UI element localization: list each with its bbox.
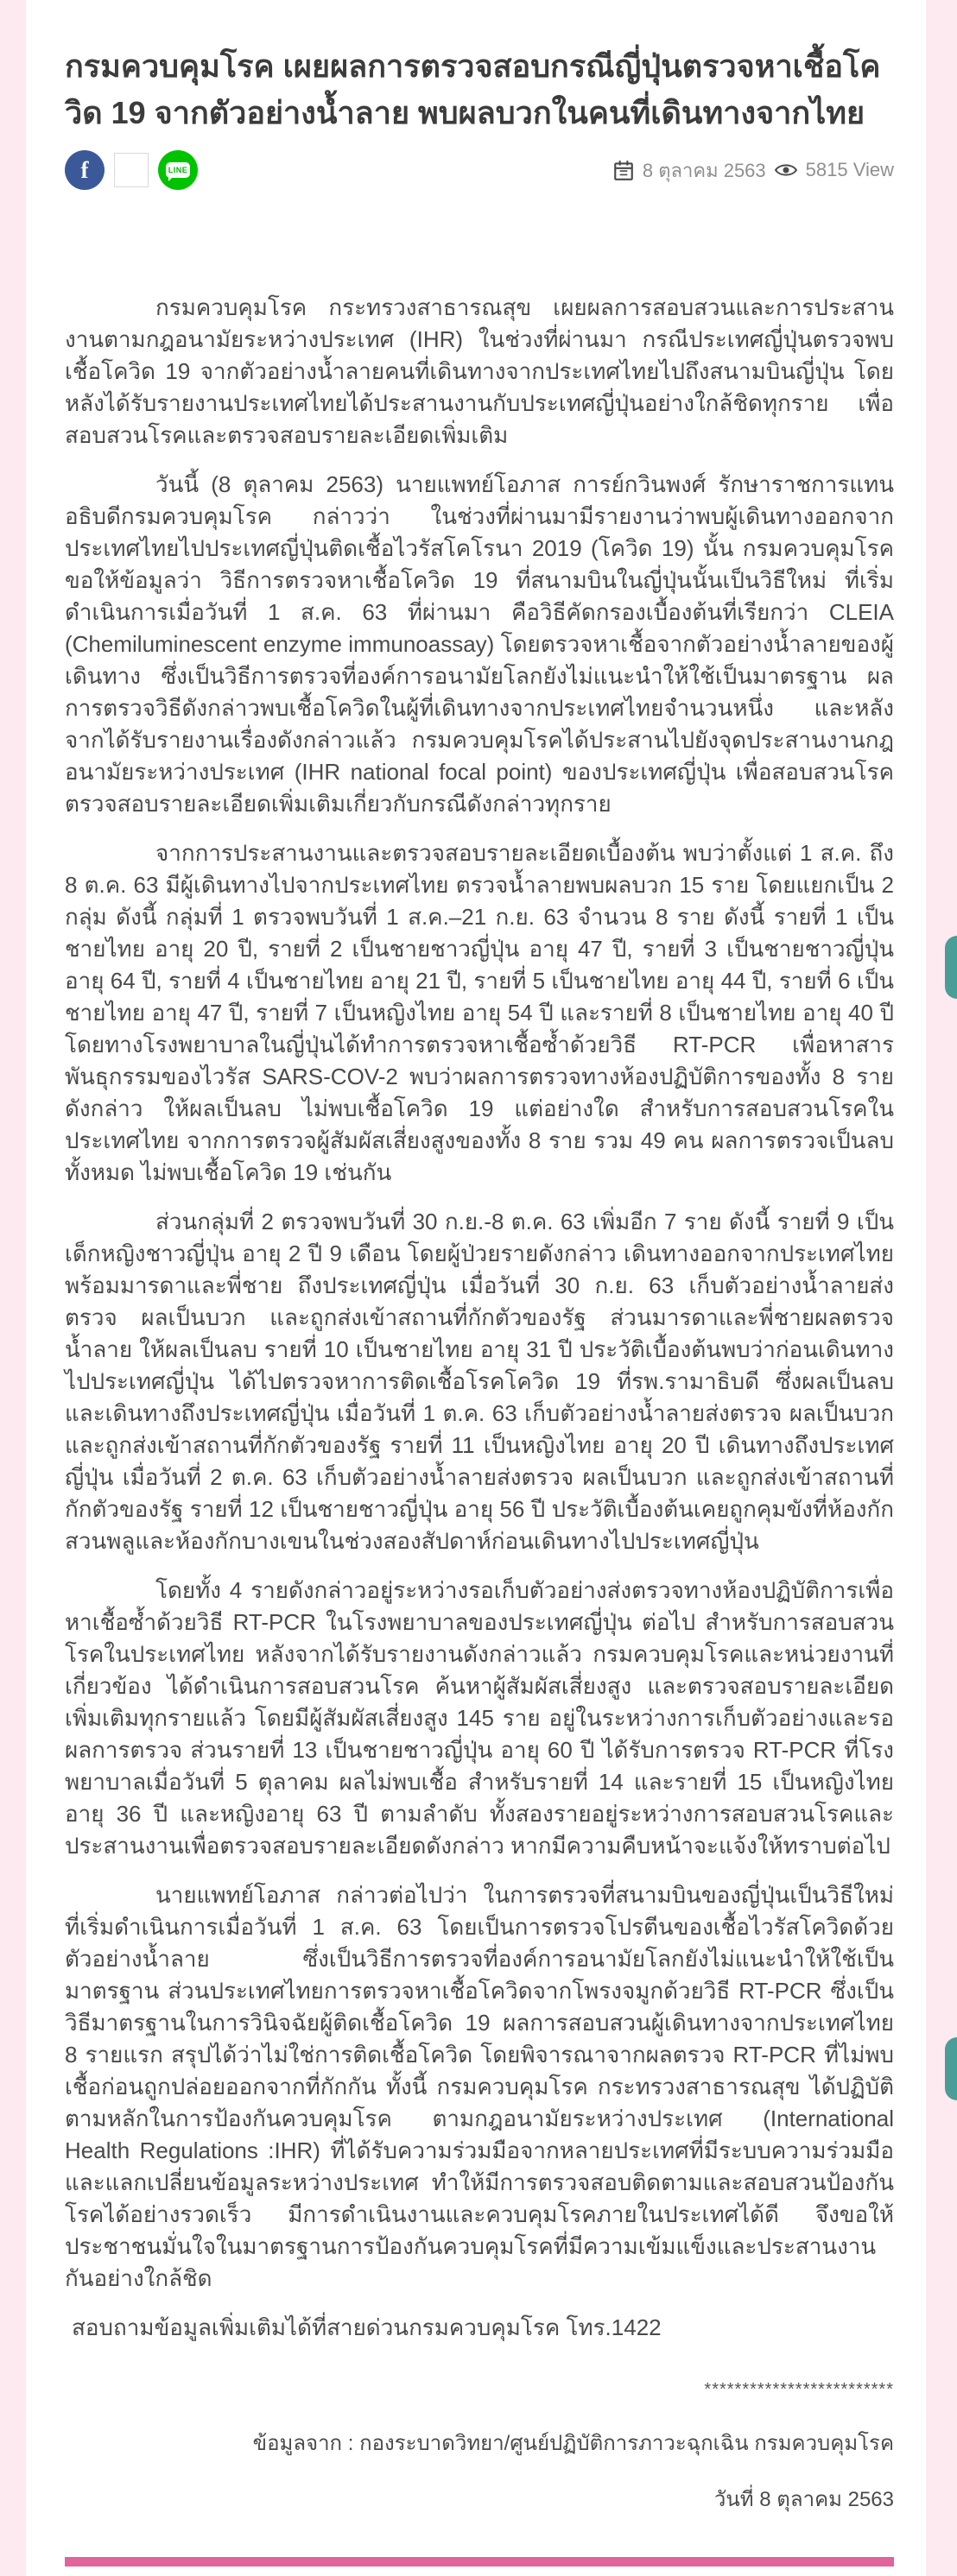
line-share-button[interactable] bbox=[158, 150, 198, 190]
article-paragraph: โดยทั้ง 4 รายดังกล่าวอยู่ระหว่างรอเก็บตัวอย่างส่งตรวจทางห้องปฏิบัติการเพื่อหาเชื้อซ้ำด้วยวิธี RT-PCR ในโรงพยาบาลของประเทศญี่ปุ่น ต่อไป สำหรับการสอบสวนโรคในประเทศไทย หลังจากได้รับรายงานดังกล่าวแล้ว กรมควบคุมโรคและหน่วยงานที่เกี่ยวข้อง ได้ดำเนินการสอบสวนโรค ค้นหาผู้สัมผัสเสี่ยงสูง และตรวจสอบรายละเอียดเพิ่มเติมทุกรายแล้ว โดยมีผู้สัมผัสเสี่ยงสูง 145 ราย อยู่ในระหว่างการเก็บตัวอย่างและรอผลการตรวจ ส่วนรายที่ 13 เป็นชายชาวญี่ปุ่น อายุ 60 ปี ได้รับการตรวจ RT-PCR ที่โรงพยาบาลเมื่อวันที่ 5 ตุลาคม ผลไม่พบเชื้อ สำหรับรายที่ 14 และรายที่ 15 เป็นหญิงไทย อายุ 36 ปี และหญิงอายุ 63 ปี ตามลำดับ ทั้งสองรายอยู่ระหว่างการสอบสวนโรคและประสานงานเพื่อตรวจสอบรายละเอียดดังกล่าว หากมีความคืบหน้าจะแจ้งให้ทราบต่อไป bbox=[65, 1577, 894, 1859]
line-bubble-tail bbox=[168, 176, 174, 181]
article-paragraph: วันนี้ (8 ตุลาคม 2563) นายแพทย์โอภาส การย์กวินพงศ์ รักษาราชการแทนอธิบดีกรมควบคุมโรค กล่าวว่า ในช่วงที่ผ่านมามีรายงานว่าพบผู้เดินทางออกจากประเทศไทยไปประเทศญี่ปุ่นติดเชื้อไวรัสโคโรนา 2019 (โควิด 19) นั้น กรมควบคุมโรค ขอให้ข้อมูลว่า วิธีการตรวจหาเชื้อโควิด 19 ที่สนามบินในญี่ปุ่นนั้นเป็นวิธีใหม่ ที่เริ่มดำเนินการเมื่อวันที่ 1 ส.ค. 63 ที่ผ่านมา คือวิธีคัดกรองเบื้องต้นที่เรียกว่า CLEIA (Chemiluminescent enzyme immunoassay) โดยตรวจหาเชื้อจากตัวอย่างน้ำลายของผู้เดินทาง ซึ่งเป็นวิธีการตรวจที่องค์การอนามัยโลกยังไม่แนะนำให้ใช้เป็นมาตรฐาน ผลการตรวจวิธีดังกล่าวพบเชื้อโควิดในผู้ที่เดินทางจากประเทศไทยจำนวนหนึ่ง และหลังจากได้รับรายงานเรื่องดังกล่าวแล้ว กรมควบคุมโรคได้ประสานไปยังจุดประสานงานกฎอนามัยระหว่างประเทศ (IHR national focal point) ของประเทศญี่ปุ่น เพื่อสอบสวนโรค ตรวจสอบรายละเอียดเพิ่มเติมเกี่ยวกับกรณีดังกล่าวทุกราย bbox=[65, 471, 894, 817]
hotline-line: สอบถามข้อมูลเพิ่มเติมได้ที่สายด่วนกรมควบคุมโรค โทร.1422 bbox=[72, 2314, 662, 2340]
article-paragraph: นายแพทย์โอภาส กล่าวต่อไปว่า ในการตรวจที่สนามบินของญี่ปุ่นเป็นวิธีใหม่ ที่เริ่มดำเนินการเมื่อวันที่ 1 ส.ค. 63 โดยเป็นการตรวจโปรตีนของเชื้อไวรัสโควิดด้วยตัวอย่างน้ำลาย ซึ่งเป็นวิธีการตรวจที่องค์การอนามัยโลกยังไม่แนะนำให้ใช้เป็นมาตรฐาน ส่วนประเทศไทยการตรวจหาเชื้อโควิดจากโพรงจมูกด้วยวิธี RT-PCR ซึ่งเป็นวิธีมาตรฐานในการวินิจฉัยผู้ติดเชื้อโควิด 19 ผลการสอบสวนผู้เดินทางจากประเทศไทย 8 รายแรก สรุปได้ว่าไม่ใช่การติดเชื้อโควิด โดยพิจารณาจากผลตรวจ RT-PCR ที่ไม่พบเชื้อก่อนถูกปล่อยออกจากที่กักกัน ทั้งนี้ กรมควบคุมโรค กระทรวงสาธารณสุข ได้ปฏิบัติตามหลักในการป้องกันควบคุมโรค ตามกฎอนามัยระหว่างประเทศ (International Health Regulations :IHR) ที่ได้รับความร่วมมือจากหลายประเทศที่มีระบบความร่วมมือและแลกเปลี่ยนข้อมูลระหว่างประเทศ ทำให้มีการตรวจสอบติดตามและสอบสวนป้องกันโรคได้อย่างรวดเร็ว มีการดำเนินงานและควบคุมโรคภายในประเทศได้ดี จึงขอให้ประชาชนมั่นใจในมาตรฐานการป้องกันควบคุมโรคที่มีความเข้มแข็งและประสานงานกันอย่างใกล้ชิด bbox=[65, 1882, 894, 2291]
side-widget-tab-1[interactable] bbox=[945, 936, 957, 999]
article-paragraph: กรมควบคุมโรค กระทรวงสาธารณสุข เผยผลการสอบสวนและการประสานงานตามกฎอนามัยระหว่างประเทศ (IHR) ในช่วงที่ผ่านมา กรณีประเทศญี่ปุ่นตรวจพบเชื้อโควิด 19 จากตัวอย่างน้ำลายคนที่เดินทางจากประเทศไทยไปถึงสนามบินญี่ปุ่น โดยหลังได้รับรายงานประเทศไทยได้ประสานงานกับประเทศญี่ปุ่นอย่างใกล้ชิดทุกราย เพื่อสอบสวนโรคและตรวจสอบรายละเอียดเพิ่มเติม bbox=[65, 294, 894, 448]
article-meta bbox=[612, 155, 894, 186]
footer-separator: ************************* bbox=[704, 2380, 894, 2399]
share-meta-row bbox=[65, 150, 894, 190]
calendar-icon bbox=[612, 159, 635, 181]
publish-date: 8 ตุลาคม 2563 bbox=[642, 159, 766, 181]
views-icon bbox=[774, 161, 798, 180]
article-card bbox=[26, 0, 926, 2576]
view-count: 5815 View bbox=[805, 159, 894, 180]
article-body bbox=[65, 292, 894, 2344]
share-buttons bbox=[65, 150, 198, 190]
line-icon: LINE bbox=[166, 162, 191, 178]
side-widget-tab-2[interactable] bbox=[945, 2037, 957, 2100]
footer-date: วันที่ 8 ตุลาคม 2563 bbox=[713, 2488, 894, 2511]
page-title: กรมควบคุมโรค เผยผลการตรวจสอบกรณีญี่ปุ่นตรวจหาเชื้อโควิด 19 จากตัวอย่างน้ำลาย พบผลบวกในคนที่เดินทางจากไทย bbox=[65, 48, 881, 130]
article-paragraph: ส่วนกลุ่มที่ 2 ตรวจพบวันที่ 30 ก.ย.-8 ต.ค. 63 เพิ่มอีก 7 ราย ดังนี้ รายที่ 9 เป็นเด็กหญิงชาวญี่ปุ่น อายุ 2 ปี 9 เดือน โดยผู้ป่วยรายดังกล่าว เดินทางออกจากประเทศไทยพร้อมมารดาและพี่ชาย ถึงประเทศญี่ปุ่น เมื่อวันที่ 30 ก.ย. 63 เก็บตัวอย่างน้ำลายส่งตรวจ ผลเป็นบวก และถูกส่งเข้าสถานที่กักตัวของรัฐ ส่วนมารดาและพี่ชายผลตรวจน้ำลาย ให้ผลเป็นลบ รายที่ 10 เป็นชายไทย อายุ 31 ปี ประวัติเบื้องต้นพบว่าก่อนเดินทางไปประเทศญี่ปุ่น ได้ไปตรวจหาการติดเชื้อโรคโควิด 19 ที่รพ.รามาธิบดี ซึ่งผลเป็นลบ และเดินทางถึงประเทศญี่ปุ่น เมื่อวันที่ 1 ต.ค. 63 เก็บตัวอย่างน้ำลายส่งตรวจ ผลเป็นบวก และถูกส่งเข้าสถานที่กักตัวของรัฐ รายที่ 11 เป็นหญิงไทย อายุ 20 ปี เดินทางถึงประเทศญี่ปุ่น เมื่อวันที่ 2 ต.ค. 63 เก็บตัวอย่างน้ำลายส่งตรวจ ผลเป็นบวก และถูกส่งเข้าสถานที่กักตัวของรัฐ รายที่ 12 เป็นชายชาวญี่ปุ่น อายุ 56 ปี ประวัติเบื้องต้นเคยถูกคุมขังที่ห้องกักสวนพลูและห้องกักบางเขนในช่วงสองสัปดาห์ก่อนเดินทางไปประเทศญี่ปุ่น bbox=[65, 1209, 894, 1554]
twitter-share-button[interactable] bbox=[114, 153, 149, 187]
bottom-accent-bar bbox=[65, 2557, 894, 2567]
article-footer bbox=[65, 2380, 894, 2516]
facebook-icon: f bbox=[80, 156, 89, 183]
facebook-share-button[interactable] bbox=[65, 150, 105, 190]
article-paragraph: จากการประสานงานและตรวจสอบรายละเอียดเบื้องต้น พบว่าตั้งแต่ 1 ส.ค. ถึง 8 ต.ค. 63 มีผู้เดินทางไปจากประเทศไทย ตรวจน้ำลายพบผลบวก 15 ราย โดยแยกเป็น 2 กลุ่ม ดังนี้ กลุ่มที่ 1 ตรวจพบวันที่ 1 ส.ค.–21 ก.ย. 63 จำนวน 8 ราย ดังนี้ รายที่ 1 เป็นชายไทย อายุ 20 ปี, รายที่ 2 เป็นชายชาวญี่ปุ่น อายุ 47 ปี, รายที่ 3 เป็นชายชาวญี่ปุ่น อายุ 64 ปี, รายที่ 4 เป็นชายไทย อายุ 21 ปี, รายที่ 5 เป็นชายไทย อายุ 44 ปี, รายที่ 6 เป็นชายไทย อายุ 47 ปี, รายที่ 7 เป็นหญิงไทย อายุ 54 ปี และรายที่ 8 เป็นชายไทย อายุ 40 ปี โดยทางโรงพยาบาลในญี่ปุ่นได้ทำการตรวจหาเชื้อซ้ำด้วยวิธี RT-PCR เพื่อหาสารพันธุกรรมของไวรัส SARS-COV-2 พบว่าผลการตรวจทางห้องปฏิบัติการของทั้ง 8 รายดังกล่าว ให้ผลเป็นลบ ไม่พบเชื้อโควิด 19 แต่อย่างใด สำหรับการสอบสวนโรคในประเทศไทย จากการตรวจผู้สัมผัสเสี่ยงสูงของทั้ง 8 ราย รวม 49 คน ผลการตรวจเป็นลบทั้งหมด ไม่พบเชื้อโควิด 19 เช่นกัน bbox=[65, 840, 894, 1185]
footer-source: ข้อมูลจาก : กองระบาดวิทยา/ศูนย์ปฏิบัติการภาวะฉุกเฉิน กรมควบคุมโรค bbox=[252, 2432, 894, 2455]
